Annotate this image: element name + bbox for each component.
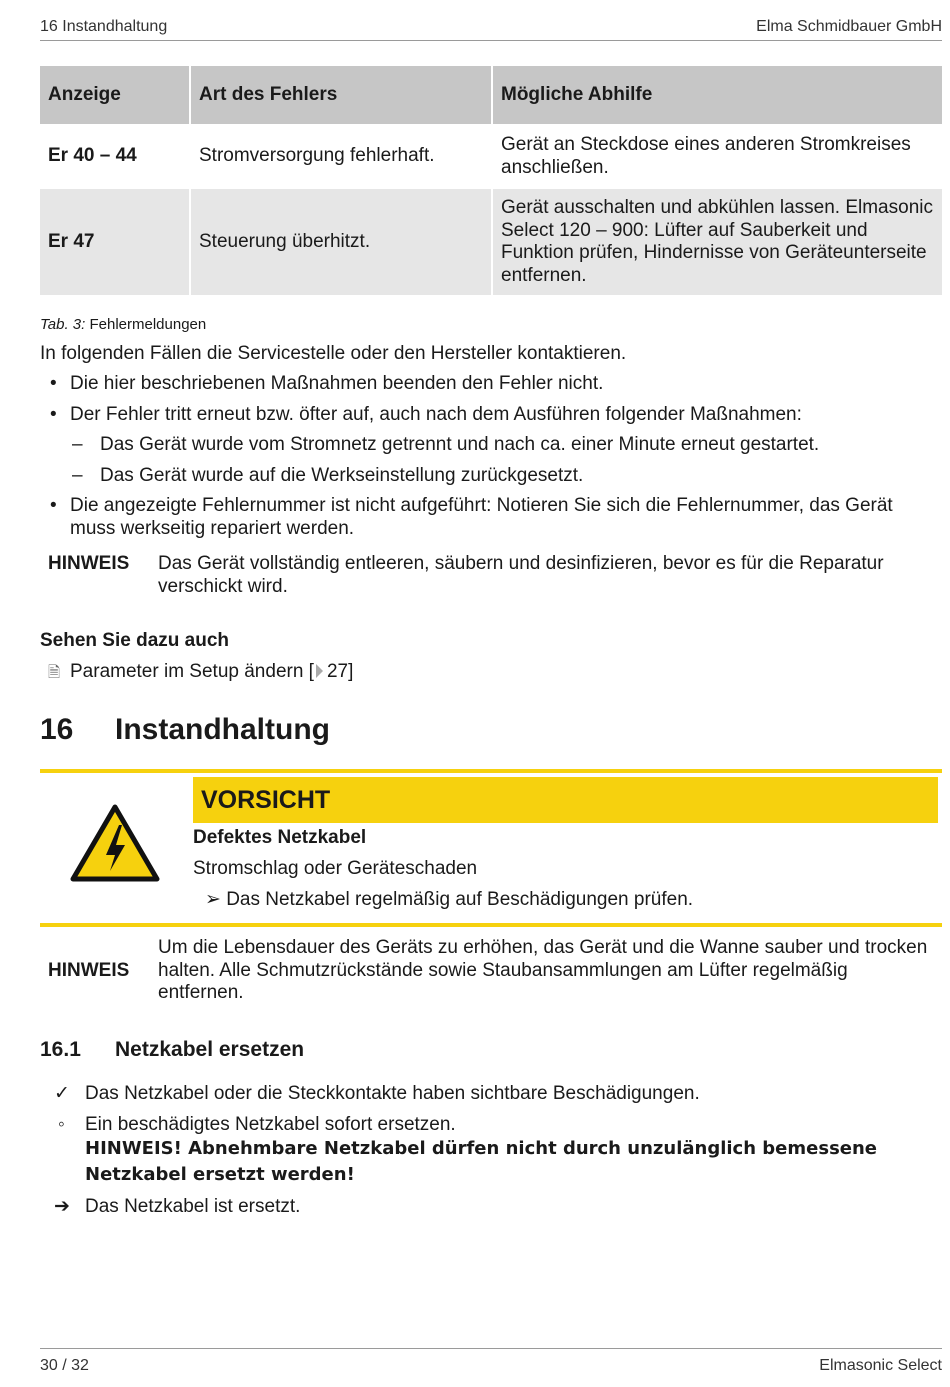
list-item	[40, 404, 942, 488]
see-also-title: Sehen Sie dazu auch	[40, 630, 229, 651]
contact-cases-list	[40, 373, 942, 548]
link-page[interactable]: 27]	[326, 661, 354, 682]
dash-marker: –	[72, 464, 83, 486]
result-arrow-icon: ➔	[54, 1196, 70, 1217]
notice-text: Um die Lebensdauer des Geräts zu erhöhen, das Gerät und die Wanne sauber und trocken halten. Alle Schmutzrückstände sowie Staubansammlungen am Lüfter regelmäßig entfernen.	[158, 937, 928, 1003]
table-cell-code: Er 40 – 44	[40, 125, 190, 188]
list-item-text: Der Fehler tritt erneut bzw. öfter auf, auch nach dem Ausführen folgender Maßnahmen:	[70, 403, 802, 425]
table-row	[40, 125, 942, 188]
list-item-text: Die hier beschriebenen Maßnahmen beenden den Fehler nicht.	[70, 373, 604, 394]
error-table	[40, 66, 942, 295]
notice-block	[40, 937, 942, 1007]
table-header-cell: Mögliche Abhilfe	[492, 66, 942, 125]
result-step	[40, 1196, 942, 1219]
sub-list-item	[70, 465, 942, 488]
subsection-title: Netzkabel ersetzen	[115, 1038, 305, 1061]
subsection-heading	[40, 1038, 305, 1062]
step-text: Das Netzkabel oder die Steckkontakte haben sichtbare Beschädigungen.	[85, 1083, 700, 1104]
page-footer	[40, 1348, 942, 1374]
notice-label: HINWEIS	[48, 960, 130, 981]
list-item	[40, 495, 942, 540]
dash-marker: –	[72, 434, 83, 455]
caution-description: Stromschlag oder Geräteschaden	[193, 858, 478, 879]
notice-text: Das Gerät vollständig entleeren, säubern und desinfizieren, bevor es für die Reparatur verschickt wird.	[158, 553, 884, 597]
list-item	[40, 373, 942, 396]
precondition-step	[40, 1083, 942, 1106]
bullet-marker: •	[50, 403, 57, 425]
table-cell-error: Steuerung überhitzt.	[190, 188, 492, 295]
page-reference-icon	[316, 664, 323, 678]
action-step	[40, 1114, 942, 1189]
step-arrow-icon: ➢	[205, 889, 221, 910]
step-warning-note: HINWEIS! Abnehmbare Netzkabel dürfen nicht durch unzulänglich bemessene Netzkabel ersetzt werden!	[85, 1138, 878, 1185]
electric-hazard-icon	[70, 803, 160, 883]
table-header-cell: Anzeige	[40, 66, 190, 125]
caption-label: Tab. 3:	[40, 316, 86, 333]
caution-step-text: Das Netzkabel regelmäßig auf Beschädigungen prüfen.	[226, 889, 694, 910]
bullet-marker: •	[50, 495, 57, 516]
header-chapter: 16 Instandhaltung	[40, 18, 168, 35]
list-item-text: Die angezeigte Fehlernummer ist nicht aufgeführt: Notieren Sie sich die Fehlernummer, das Gerät muss werkseitig repariert werden.	[70, 495, 893, 539]
table-row	[40, 188, 942, 295]
sub-list-item	[70, 434, 942, 457]
table-cell-code: Er 47	[40, 188, 190, 295]
instruction-steps	[40, 1083, 942, 1227]
checkmark-icon: ✓	[54, 1083, 70, 1104]
link-text[interactable]: Parameter im Setup ändern [	[70, 661, 314, 682]
table-header-row	[40, 66, 942, 125]
circle-bullet-icon: ◦	[58, 1113, 65, 1135]
contact-intro: In folgenden Fällen die Servicestelle oder den Hersteller kontaktieren.	[40, 343, 627, 364]
step-text: Das Netzkabel ist ersetzt.	[85, 1196, 301, 1217]
caution-subtitle: Defektes Netzkabel	[193, 827, 367, 848]
notice-label: HINWEIS	[48, 553, 130, 574]
table-cell-error: Stromversorgung fehlerhaft.	[190, 125, 492, 188]
subsection-number: 16.1	[40, 1038, 81, 1061]
step-text: Ein beschädigtes Netzkabel sofort ersetzen.	[85, 1113, 456, 1135]
product-name: Elmasonic Select	[819, 1357, 942, 1374]
document-icon: 🗎	[48, 664, 61, 681]
page-header	[40, 16, 942, 41]
caution-step	[205, 888, 693, 911]
sub-list	[70, 434, 942, 487]
sub-list-item-text: Das Gerät wurde vom Stromnetz getrennt und nach ca. einer Minute erneut gestartet.	[100, 434, 820, 455]
page-number: 30 / 32	[40, 1357, 89, 1374]
header-company: Elma Schmidbauer GmbH	[756, 18, 942, 35]
caution-title: VORSICHT	[193, 777, 938, 823]
table-caption	[40, 316, 206, 333]
table-cell-remedy: Gerät an Steckdose eines anderen Stromkreises anschließen.	[492, 125, 942, 188]
caption-text: Fehlermeldungen	[89, 316, 207, 333]
section-title: Instandhaltung	[115, 713, 330, 746]
bullet-marker: •	[50, 373, 57, 394]
table-cell-remedy: Gerät ausschalten und abkühlen lassen. Elmasonic Select 120 – 900: Lüfter auf Sauberkeit und Funktion prüfen, Hindernisse von Geräteunterseite entfernen.	[492, 188, 942, 295]
see-also-link[interactable]	[40, 661, 353, 687]
sub-list-item-text: Das Gerät wurde auf die Werkseinstellung zurückgesetzt.	[100, 464, 584, 486]
table-header-cell: Art des Fehlers	[190, 66, 492, 125]
caution-box	[40, 769, 942, 927]
section-number: 16	[40, 713, 74, 746]
